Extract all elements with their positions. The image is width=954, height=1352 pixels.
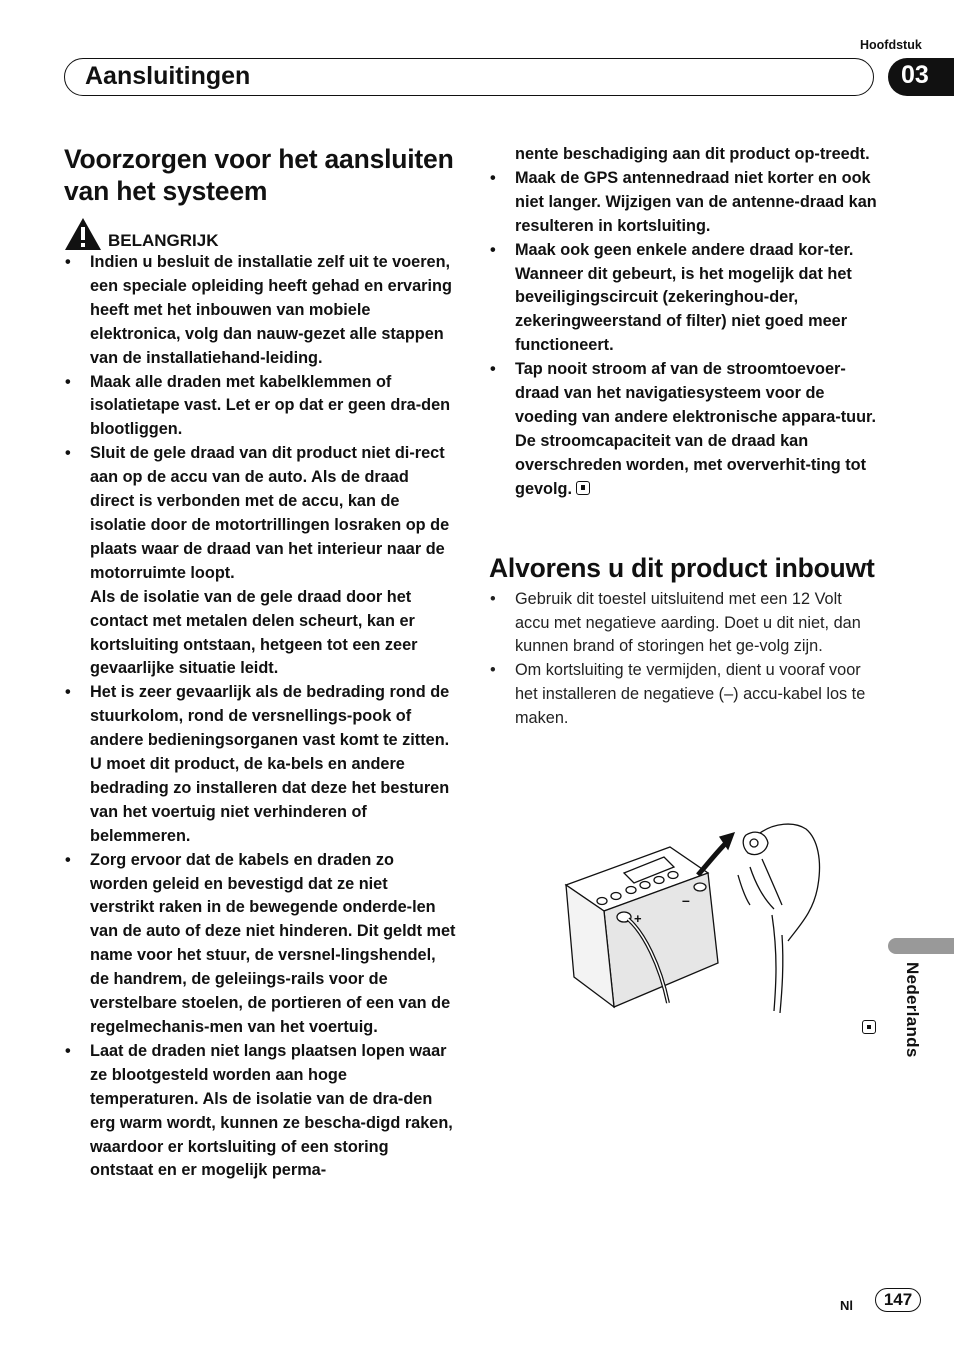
battery-disconnect-illustration <box>560 815 830 1015</box>
precautions-heading: Voorzorgen voor het aansluiten van het systeem <box>64 144 454 206</box>
list-item: • Om kortsluiting te vermijden, dient u vooraf voor het installeren de negatieve (–) accu-kabel los te maken. <box>489 659 879 731</box>
chapter-number-badge: 03 <box>888 58 954 96</box>
chapter-label: Hoofdstuk <box>860 38 922 52</box>
list-item: • Indien u besluit de installatie zelf uit te voeren, een speciale opleiding heeft gehad en ervaring heeft met het inbouwen van mobiele elektronica, volg dan nauw-gezet alle stappen van de installatiehand-leiding. <box>64 251 456 371</box>
precautions-list-continued <box>489 167 879 502</box>
chapter-header-bar <box>64 58 874 96</box>
battery-plus-label: + <box>634 911 642 926</box>
end-of-section-icon <box>862 1020 876 1034</box>
language-tab <box>888 938 954 954</box>
before-install-heading: Alvorens u dit product inbouwt <box>489 552 875 583</box>
list-item: • Maak alle draden met kabelklemmen of isolatietape vast. Let er op dat er geen dra-den blootliggen. <box>64 371 456 443</box>
language-label: Nederlands <box>903 962 922 1058</box>
section-title: Aansluitingen <box>85 62 251 90</box>
left-column <box>64 143 456 1183</box>
list-item <box>64 442 456 585</box>
precautions-list <box>64 251 456 1183</box>
warning-triangle-icon <box>64 217 102 251</box>
right-column <box>489 143 879 731</box>
list-item: • Zorg ervoor dat de kabels en draden zo worden geleid en bevestigd dat ze niet verstrikt raken in de bewegende onderde-len van de auto of deze niet hinderen. Dit geldt met name voor het stuur, de versnel-lingshendel, de handrem, de geleiings-rails voor de verstelbare stoelen, de portieren of een van de regelmechanis-men van het voertuig. <box>64 849 456 1040</box>
list-item <box>489 358 879 501</box>
list-item: • Het is zeer gevaarlijk als de bedrading rond de stuurkolom, rond de versnellings-pook of andere bedieningsorganen vast komt te zitten. U moet dit product, de ka-bels en andere bedrading zo installeren dat deze het besturen van het voertuig niet verhinderen of belemmeren. <box>64 681 456 848</box>
important-notice <box>64 215 456 251</box>
list-item: • Maak ook geen enkele andere draad kor-ter. Wanneer dit gebeurt, is het mogelijk dat het beveiligingscircuit (zekeringhou-der, zekeringweerstand of filter) niet goed meer functioneert. <box>489 239 879 359</box>
battery-minus-label: – <box>682 892 690 908</box>
end-of-section-icon <box>576 481 590 495</box>
list-item: • Maak de GPS antennedraad niet korter en ook niet langer. Wijzigen van de antenne-draad kan resulteren in kortsluiting. <box>489 167 879 239</box>
list-item-continuation: nente beschadiging aan dit product op-treedt. <box>515 145 870 163</box>
list-item: • Laat de draden niet langs plaatsen lopen waar ze blootgesteld worden aan hoge temperaturen. Als de isolatie van de dra-den erg warm wordt, kunnen ze bescha-digd raken, waardoor er kortsluiting of een storing ontstaat en er mogelijk perma- <box>64 1040 456 1183</box>
important-label: BELANGRIJK <box>108 231 219 250</box>
list-item-text: Sluit de gele draad van dit product niet di-rect aan op de accu van de auto. Als de draad direct is verbonden met de accu, kan de isolatie door de motortrillingen losraken op de plaats waar de draad van het interieur naar de motorruimte loopt. <box>90 444 450 582</box>
footer-language-code: Nl <box>840 1298 853 1313</box>
before-install-list <box>489 588 879 731</box>
list-item-text: Tap nooit stroom af van de stroomtoevoer-draad van het navigatiesysteem voor de voeding van andere elektronische appara-tuur. De stroomcapaciteit van de draad kan overschreden worden, met oververhit-ting tot gevolg. <box>515 360 877 498</box>
list-item: • Gebruik dit toestel uitsluitend met een 12 Volt accu met negatieve aarding. Doet u dit niet, dan kunnen brand of storingen het ge-volg zijn. <box>489 588 879 660</box>
list-item-continuation: Als de isolatie van de gele draad door het contact met metalen delen scheurt, kan er kortsluiting ontstaan, hetgeen tot een zeer gevaarlijke situatie leidt. <box>90 587 418 678</box>
page-number: 147 <box>875 1288 921 1312</box>
